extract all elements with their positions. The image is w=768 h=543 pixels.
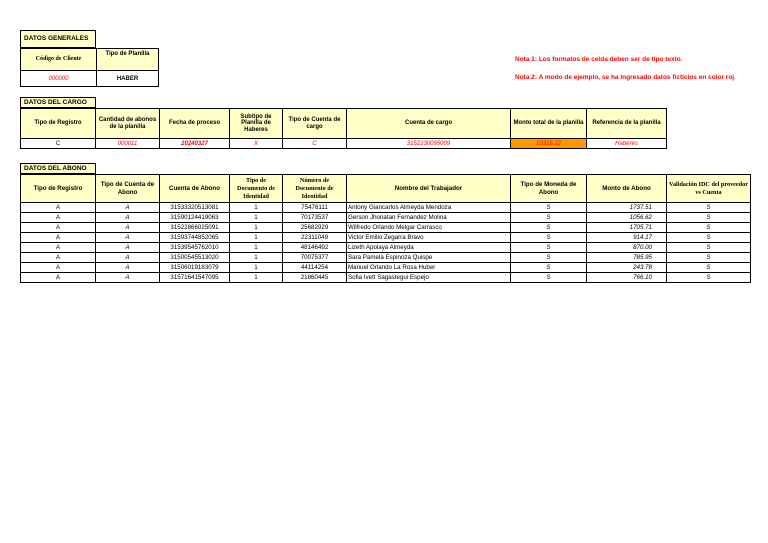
- abono-cell-tipo-cuenta[interactable]: A: [96, 203, 160, 213]
- abono-cell-tipo-registro[interactable]: A: [21, 263, 96, 273]
- table-row: [21, 253, 751, 263]
- abono-cell-tipo-documento[interactable]: 1: [230, 213, 283, 223]
- abono-header-tipo-registro: Tipo de Registro: [21, 175, 96, 203]
- cargo-header-tipo-cuenta: Tipo de Cuenta de cargo: [283, 109, 347, 139]
- abono-cell-monto-abono[interactable]: 785.95: [587, 253, 667, 263]
- abono-cell-tipo-moneda[interactable]: S: [511, 233, 587, 243]
- abono-cell-tipo-registro[interactable]: A: [21, 253, 96, 263]
- abono-cell-validacion-idc[interactable]: S: [667, 253, 751, 263]
- codigo-cliente-value[interactable]: 000000: [21, 71, 97, 87]
- abono-cell-tipo-documento[interactable]: 1: [230, 203, 283, 213]
- abono-cell-validacion-idc[interactable]: S: [667, 203, 751, 213]
- datos-generales-grid: [20, 48, 159, 87]
- abono-cell-monto-abono[interactable]: 1737.51: [587, 203, 667, 213]
- abono-cell-cuenta-abono[interactable]: 31500545513020: [160, 253, 230, 263]
- datos-abono-title: DATOS DEL ABONO: [20, 163, 96, 174]
- datos-cargo-title: DATOS DEL CARGO: [20, 97, 96, 108]
- tipo-planilla-value[interactable]: HABER: [97, 71, 159, 87]
- codigo-cliente-header: Código de Cliente: [21, 49, 97, 71]
- abono-cell-cuenta-abono[interactable]: 31571641547095: [160, 273, 230, 283]
- note-2: Nota 2: A modo de ejemplo, se ha ingresado datos ficticios en color roj: [515, 74, 735, 81]
- datos-abono-table: [20, 174, 751, 283]
- abono-cell-monto-abono[interactable]: 243.78: [587, 263, 667, 273]
- abono-cell-numero-documento[interactable]: 70173537: [283, 213, 347, 223]
- abono-cell-tipo-moneda[interactable]: S: [511, 273, 587, 283]
- abono-cell-tipo-moneda[interactable]: S: [511, 213, 587, 223]
- table-row: [21, 233, 751, 243]
- abono-header-validacion-idc: Validación IDC del proveedor vs Cuenta: [667, 175, 751, 203]
- tipo-planilla-header-cell: Tipo de Planilla: [97, 49, 159, 71]
- abono-cell-monto-abono[interactable]: 1705.71: [587, 223, 667, 233]
- cargo-header-cuenta-cargo: Cuenta de cargo: [347, 109, 511, 139]
- cargo-header-fecha-proceso: Fecha de proceso: [160, 109, 230, 139]
- abono-cell-validacion-idc[interactable]: S: [667, 273, 751, 283]
- abono-cell-tipo-cuenta[interactable]: A: [96, 253, 160, 263]
- abono-cell-tipo-cuenta[interactable]: A: [96, 223, 160, 233]
- table-row: [21, 213, 751, 223]
- abono-cell-tipo-cuenta[interactable]: A: [96, 233, 160, 243]
- abono-cell-tipo-documento[interactable]: 1: [230, 253, 283, 263]
- abono-cell-validacion-idc[interactable]: S: [667, 223, 751, 233]
- abono-cell-tipo-cuenta[interactable]: A: [96, 273, 160, 283]
- abono-cell-numero-documento[interactable]: 44114254: [283, 263, 347, 273]
- abono-cell-tipo-cuenta[interactable]: A: [96, 263, 160, 273]
- datos-generales-title: DATOS GENERALES: [20, 30, 96, 48]
- abono-header-numero-documento: Número de Documento de Identidad: [283, 175, 347, 203]
- abono-cell-nombre-trabajador[interactable]: Manuel Orlando La Rosa Huber: [347, 263, 511, 273]
- cargo-value-subtipo[interactable]: X: [230, 139, 283, 149]
- abono-cell-nombre-trabajador[interactable]: Gerson Jhonatan Fernandez Molina: [347, 213, 511, 223]
- datos-cargo-table: [20, 108, 667, 149]
- abono-cell-tipo-registro[interactable]: A: [21, 233, 96, 243]
- abono-cell-cuenta-abono[interactable]: 31522866025091: [160, 223, 230, 233]
- cargo-value-tipo-registro[interactable]: C: [21, 139, 96, 149]
- abono-cell-tipo-registro[interactable]: A: [21, 243, 96, 253]
- abono-cell-tipo-documento[interactable]: 1: [230, 273, 283, 283]
- cargo-header-monto-total: Monto total de la planilla: [511, 109, 587, 139]
- abono-cell-tipo-documento[interactable]: 1: [230, 263, 283, 273]
- abono-header-cuenta-abono: Cuenta de Abono: [160, 175, 230, 203]
- abono-cell-nombre-trabajador[interactable]: Sara Pamela Espinoza Quispe: [347, 253, 511, 263]
- abono-cell-monto-abono[interactable]: 870.00: [587, 243, 667, 253]
- abono-cell-cuenta-abono[interactable]: 31506019183079: [160, 263, 230, 273]
- cargo-header-tipo-registro: Tipo de Registro: [21, 109, 96, 139]
- cargo-header-cantidad-abonos: Cantidad de abonos de la planilla: [96, 109, 160, 139]
- abono-cell-tipo-registro[interactable]: A: [21, 213, 96, 223]
- abono-cell-tipo-moneda[interactable]: S: [511, 243, 587, 253]
- abono-header-tipo-moneda: Tipo de Moneda de Abono: [511, 175, 587, 203]
- abono-cell-numero-documento[interactable]: 25682929: [283, 223, 347, 233]
- cargo-header-subtipo-planilla: Subtipo de Planilla de Haberes: [230, 109, 283, 139]
- abono-header-tipo-cuenta: Tipo de Cuenta de Abono: [96, 175, 160, 203]
- table-row: [21, 273, 751, 283]
- abono-cell-nombre-trabajador[interactable]: Victor Emilio Zegarra Bravo: [347, 233, 511, 243]
- abono-cell-tipo-documento[interactable]: 1: [230, 233, 283, 243]
- abono-cell-validacion-idc[interactable]: S: [667, 263, 751, 273]
- abono-cell-tipo-moneda[interactable]: S: [511, 203, 587, 213]
- table-row: [21, 263, 751, 273]
- abono-cell-numero-documento[interactable]: 22311049: [283, 233, 347, 243]
- abono-cell-tipo-documento[interactable]: 1: [230, 243, 283, 253]
- abono-cell-numero-documento[interactable]: 48146492: [283, 243, 347, 253]
- note-1: Nota 1: Los formatos de celda deben ser de tipo texto.: [515, 56, 683, 63]
- cargo-header-referencia: Referencia de la planilla: [587, 109, 667, 139]
- abono-cell-cuenta-abono[interactable]: 31590124419063: [160, 213, 230, 223]
- abono-cell-tipo-documento[interactable]: 1: [230, 223, 283, 233]
- abono-cell-cuenta-abono[interactable]: 31593744852065: [160, 233, 230, 243]
- abono-cell-nombre-trabajador[interactable]: Lizeth Apolaya Almeyda: [347, 243, 511, 253]
- cargo-value-tipo-cuenta[interactable]: C: [283, 139, 347, 149]
- abono-cell-nombre-trabajador[interactable]: Sofia Ivett Sagastegui Espejo: [347, 273, 511, 283]
- abono-cell-tipo-cuenta[interactable]: A: [96, 243, 160, 253]
- abono-cell-numero-documento[interactable]: 70075377: [283, 253, 347, 263]
- abono-cell-numero-documento[interactable]: 21860445: [283, 273, 347, 283]
- abono-cell-monto-abono[interactable]: 1056.62: [587, 213, 667, 223]
- abono-header-monto-abono: Monto de Abono: [587, 175, 667, 203]
- table-row: [21, 203, 751, 213]
- abono-cell-nombre-trabajador[interactable]: Antony Giancarlos Almeyda Mendoza: [347, 203, 511, 213]
- abono-cell-tipo-moneda[interactable]: S: [511, 263, 587, 273]
- abono-cell-validacion-idc[interactable]: S: [667, 233, 751, 243]
- abono-cell-tipo-moneda[interactable]: S: [511, 253, 587, 263]
- abono-cell-numero-documento[interactable]: 75476111: [283, 203, 347, 213]
- table-row: [21, 223, 751, 233]
- abono-cell-cuenta-abono[interactable]: 31533320513081: [160, 203, 230, 213]
- abono-rows: [21, 203, 751, 283]
- abono-cell-monto-abono[interactable]: 914.17: [587, 233, 667, 243]
- abono-cell-validacion-idc[interactable]: S: [667, 243, 751, 253]
- abono-header-nombre-trabajador: Nombre del Trabajador: [347, 175, 511, 203]
- abono-cell-tipo-registro[interactable]: A: [21, 273, 96, 283]
- abono-cell-validacion-idc[interactable]: S: [667, 213, 751, 223]
- abono-cell-cuenta-abono[interactable]: 31539545762010: [160, 243, 230, 253]
- abono-cell-monto-abono[interactable]: 766.10: [587, 273, 667, 283]
- cargo-value-referencia[interactable]: Haberes: [587, 139, 667, 149]
- cargo-value-cantidad-abonos[interactable]: 000011: [96, 139, 160, 149]
- abono-cell-tipo-registro[interactable]: A: [21, 223, 96, 233]
- abono-cell-tipo-moneda[interactable]: S: [511, 223, 587, 233]
- cargo-value-cuenta-cargo[interactable]: 3152230095009: [347, 139, 511, 149]
- abono-cell-nombre-trabajador[interactable]: Wilfredo Orlando Melgar Carrasco: [347, 223, 511, 233]
- cargo-value-fecha-proceso[interactable]: 20240327: [160, 139, 230, 149]
- table-row: [21, 243, 751, 253]
- abono-cell-tipo-cuenta[interactable]: A: [96, 213, 160, 223]
- abono-cell-tipo-registro[interactable]: A: [21, 203, 96, 213]
- cargo-value-monto-total[interactable]: 10316.22: [511, 139, 587, 149]
- abono-header-tipo-documento: Tipo de Documento de Identidad: [230, 175, 283, 203]
